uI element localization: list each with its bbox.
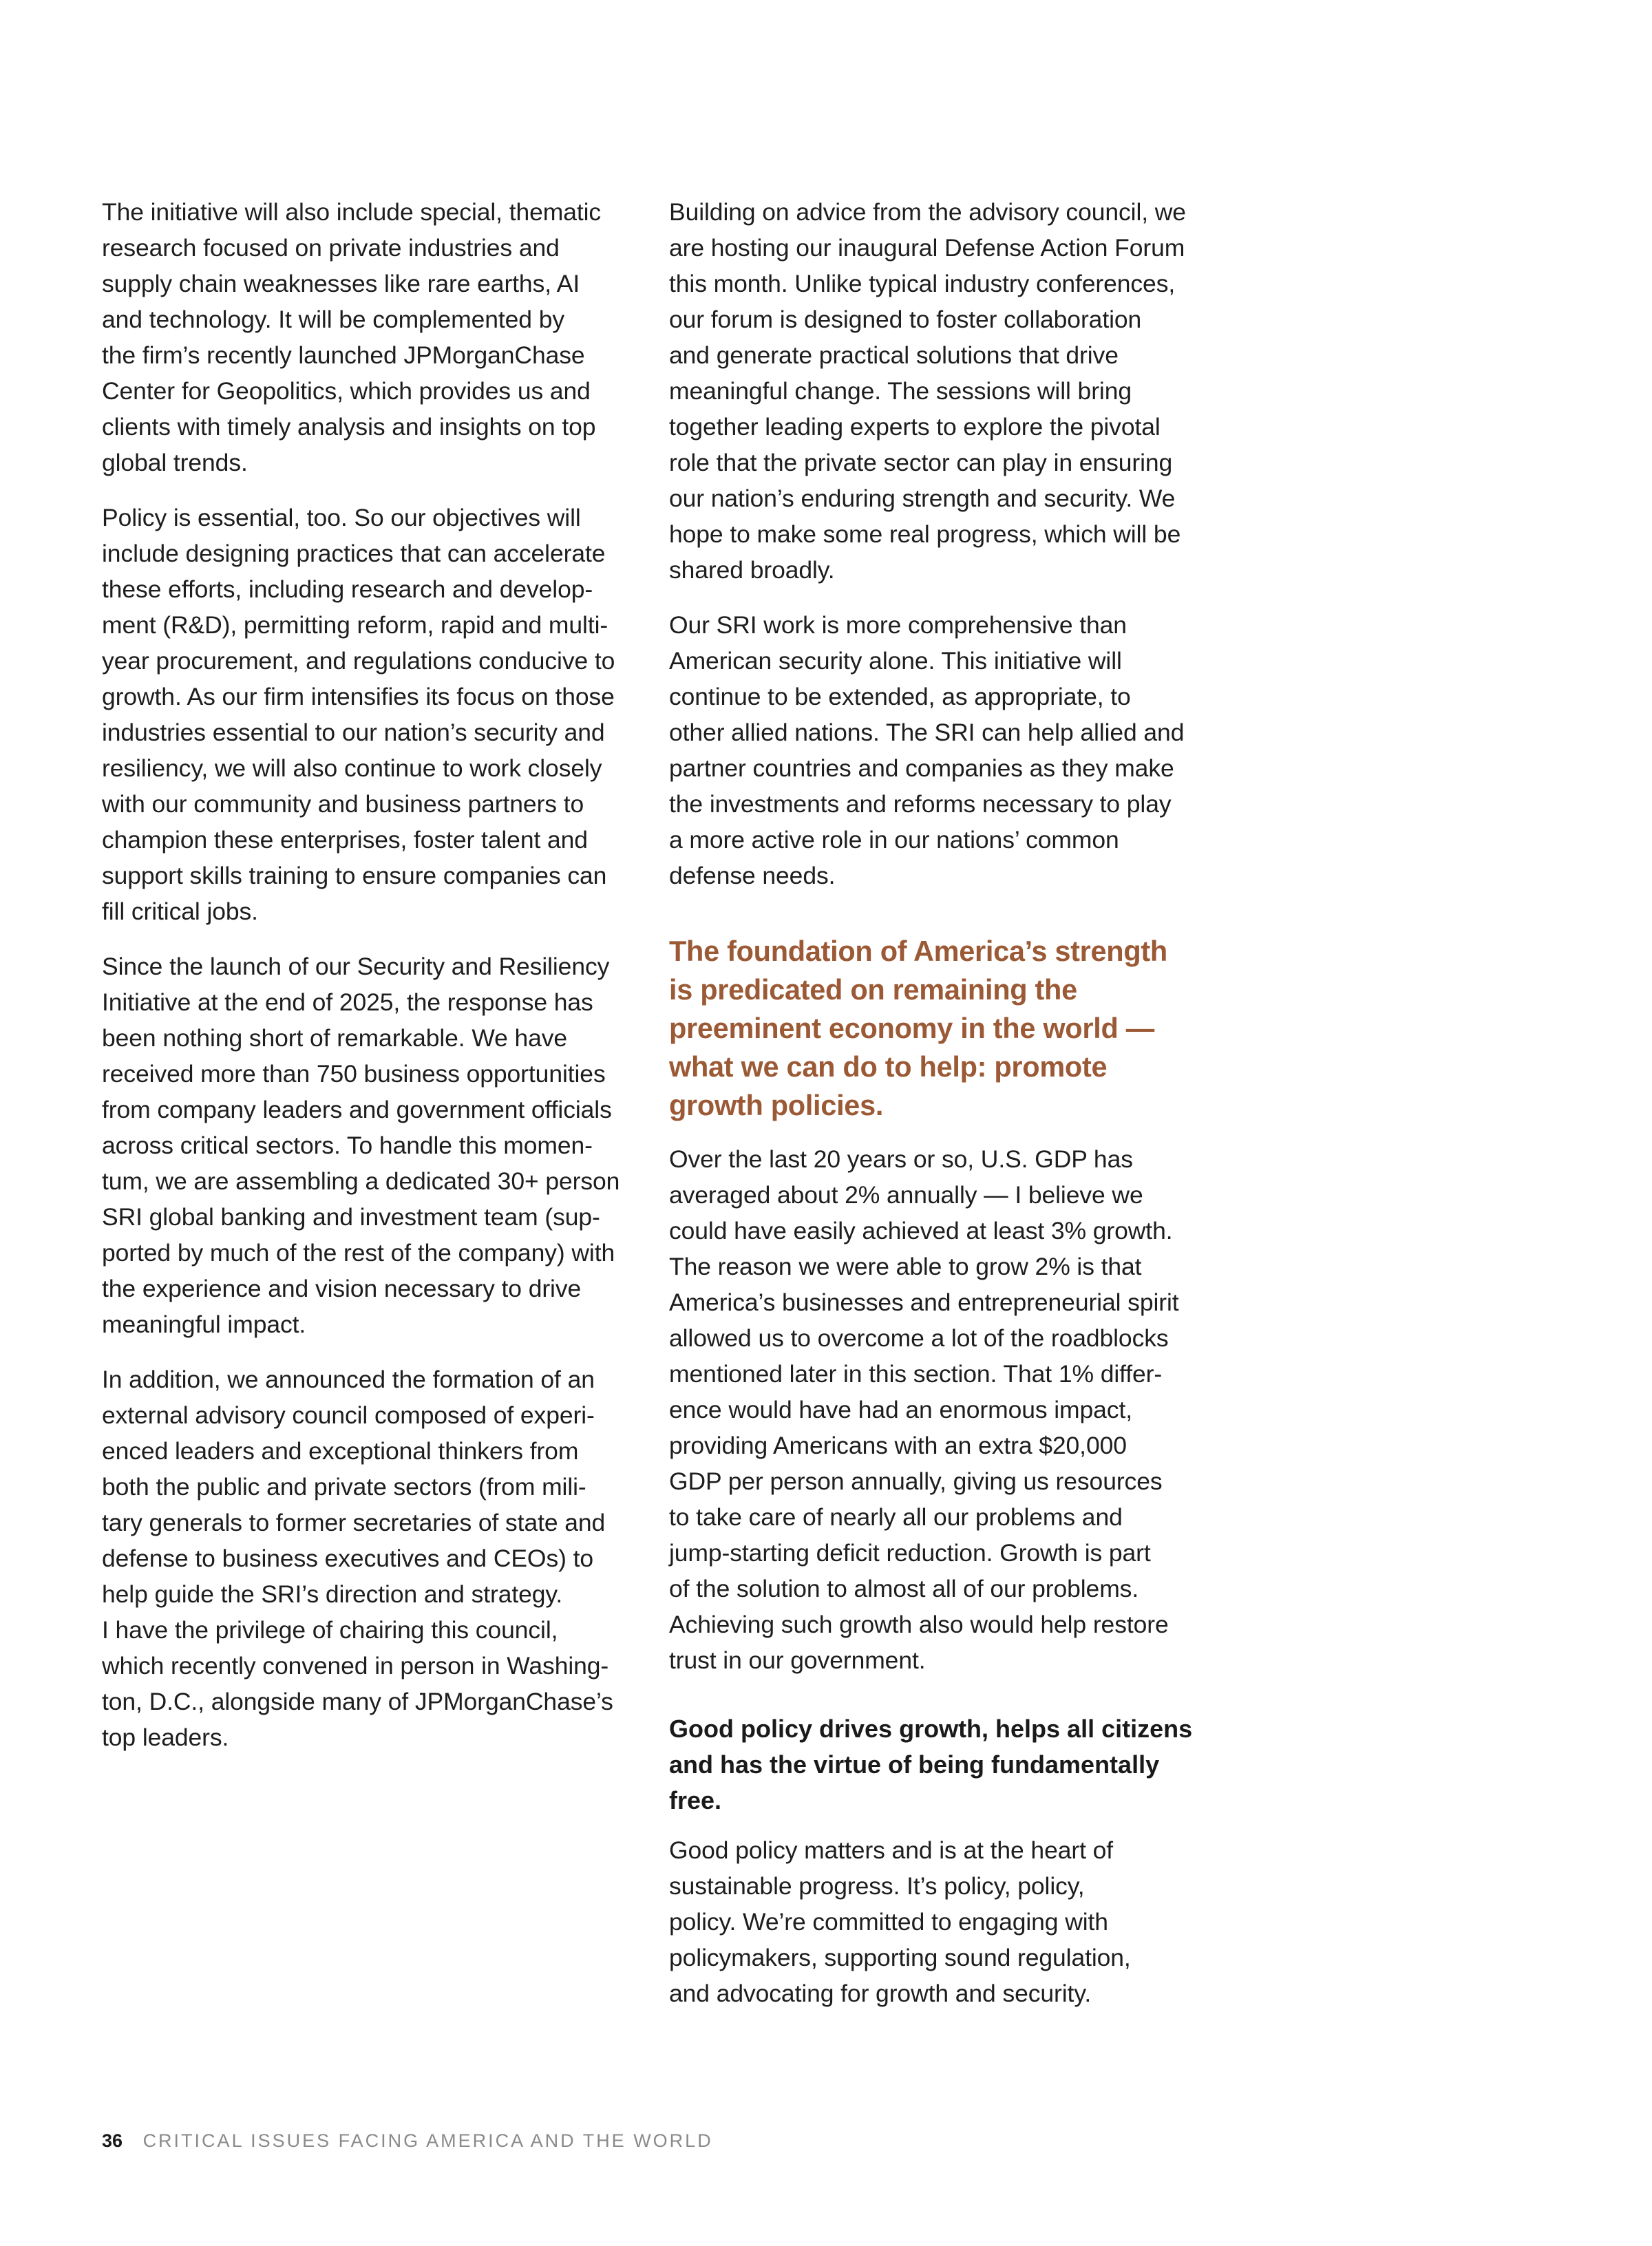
text-line: the experience and vision necessary to drive [102, 1275, 582, 1302]
text-line: are hosting our inaugural Defense Action Forum [669, 234, 1185, 262]
text-line: our nation’s enduring strength and security. We [669, 485, 1176, 512]
body-paragraph [669, 1141, 1213, 1678]
text-line: SRI global banking and investment team (sup- [102, 1203, 600, 1231]
text-line: ence would have had an enormous impact, [669, 1396, 1132, 1423]
text-line: Initiative at the end of 2025, the response has [102, 988, 593, 1016]
text-line: Over the last 20 years or so, U.S. GDP has [669, 1145, 1133, 1173]
text-line: to take care of nearly all our problems and [669, 1503, 1123, 1531]
text-line: external advisory council composed of experi- [102, 1401, 595, 1429]
text-line: Building on advice from the advisory council, we [669, 198, 1186, 226]
text-line: sustainable progress. It’s policy, policy, [669, 1872, 1085, 1900]
text-line: growth. As our firm intensifies its focus on those [102, 683, 615, 710]
text-line: policymakers, supporting sound regulation, [669, 1944, 1131, 1971]
body-paragraph [102, 500, 646, 929]
text-line: mentioned later in this section. That 1% differ- [669, 1360, 1163, 1388]
text-line: allowed us to overcome a lot of the roadblocks [669, 1324, 1169, 1352]
page-number: 36 [102, 2130, 123, 2151]
text-line: our forum is designed to foster collaboration [669, 306, 1142, 333]
text-line: policy. We’re committed to engaging with [669, 1908, 1108, 1936]
text-line: Center for Geopolitics, which provides us and [102, 377, 591, 405]
left-column [102, 194, 646, 1774]
text-line: ton, D.C., alongside many of JPMorganChase’s [102, 1688, 613, 1715]
text-line: year procurement, and regulations conducive to [102, 647, 615, 675]
text-line: meaningful impact. [102, 1311, 306, 1338]
text-line: GDP per person annually, giving us resources [669, 1468, 1163, 1495]
text-line: providing Americans with an extra $20,000 [669, 1432, 1127, 1459]
text-line: tum, we are assembling a dedicated 30+ person [102, 1167, 620, 1195]
text-line: and technology. It will be complemented by [102, 306, 564, 333]
footer-section-title: CRITICAL ISSUES FACING AMERICA AND THE WORLD [142, 2130, 713, 2151]
text-line: role that the private sector can play in ensuring [669, 449, 1173, 476]
text-line: free. [669, 1786, 722, 1814]
text-line: In addition, we announced the formation of an [102, 1366, 595, 1393]
text-line: America’s businesses and entrepreneurial spirit [669, 1289, 1179, 1316]
body-paragraph [669, 1832, 1213, 2011]
text-line: received more than 750 business opportunities [102, 1060, 606, 1088]
text-line: could have easily achieved at least 3% growth. [669, 1217, 1173, 1244]
text-line: ment (R&D), permitting reform, rapid and multi- [102, 611, 608, 639]
text-line: of the solution to almost all of our problems. [669, 1575, 1139, 1602]
subheading [669, 1711, 1213, 1819]
text-line: supply chain weaknesses like rare earths, AI [102, 270, 580, 297]
text-line: Good policy drives growth, helps all citizens [669, 1715, 1193, 1743]
text-line: with our community and business partners to [102, 790, 584, 818]
text-line: which recently convened in person in Washing- [102, 1652, 609, 1680]
text-line: American security alone. This initiative will [669, 647, 1122, 675]
text-line: Good policy matters and is at the heart of [669, 1836, 1114, 1864]
text-line: enced leaders and exceptional thinkers from [102, 1437, 579, 1465]
text-line: both the public and private sectors (from mili- [102, 1473, 586, 1501]
body-paragraph [102, 194, 646, 480]
text-line: research focused on private industries and [102, 234, 560, 262]
text-line: from company leaders and government officials [102, 1096, 612, 1123]
text-line: tary generals to former secretaries of state and [102, 1509, 606, 1536]
text-line: jump-starting deficit reduction. Growth is part [669, 1539, 1151, 1567]
text-line: support skills training to ensure companies can [102, 862, 607, 889]
text-line: resiliency, we will also continue to work closely [102, 754, 602, 782]
text-line: averaged about 2% annually — I believe we [669, 1181, 1143, 1209]
body-paragraph [102, 1362, 646, 1755]
text-line: a more active role in our nations’ common [669, 826, 1119, 854]
text-line: Achieving such growth also would help restore [669, 1611, 1169, 1638]
text-line: these efforts, including research and develop- [102, 575, 593, 603]
right-column [669, 194, 1213, 2031]
body-paragraph [669, 607, 1213, 893]
text-line: what we can do to help: promote [669, 1050, 1108, 1083]
section-heading [669, 932, 1213, 1125]
text-line: partner countries and companies as they make [669, 754, 1174, 782]
body-paragraph [102, 949, 646, 1342]
body-paragraph [669, 194, 1213, 588]
text-line: clients with timely analysis and insights on top [102, 413, 596, 441]
text-line: preeminent economy in the world — [669, 1012, 1154, 1044]
text-line: the investments and reforms necessary to play [669, 790, 1172, 818]
text-line: defense to business executives and CEOs) to [102, 1545, 593, 1572]
text-line: been nothing short of remarkable. We have [102, 1024, 568, 1052]
text-line: include designing practices that can accelerate [102, 540, 606, 567]
text-line: Policy is essential, too. So our objectives will [102, 504, 581, 531]
text-line: The reason we were able to grow 2% is that [669, 1253, 1142, 1280]
text-line: champion these enterprises, foster talent and [102, 826, 588, 854]
text-line: top leaders. [102, 1724, 229, 1751]
text-line: The initiative will also include special, thematic [102, 198, 602, 226]
text-line: is predicated on remaining the [669, 973, 1077, 1006]
text-line: hope to make some real progress, which will be [669, 520, 1181, 548]
text-line: fill critical jobs. [102, 898, 258, 925]
text-line: The foundation of America’s strength [669, 935, 1167, 967]
text-line: defense needs. [669, 862, 836, 889]
text-line: ported by much of the rest of the company) with [102, 1239, 615, 1267]
text-line: meaningful change. The sessions will bring [669, 377, 1132, 405]
text-line: other allied nations. The SRI can help allied and [669, 719, 1185, 746]
text-line: global trends. [102, 449, 248, 476]
text-line: continue to be extended, as appropriate, to [669, 683, 1131, 710]
page-footer [102, 2128, 713, 2153]
text-line: the firm’s recently launched JPMorganChase [102, 341, 585, 369]
text-line: Our SRI work is more comprehensive than [669, 611, 1127, 639]
text-line: industries essential to our nation’s security and [102, 719, 605, 746]
text-line: and advocating for growth and security. [669, 1980, 1092, 2007]
text-line: and has the virtue of being fundamentally [669, 1750, 1160, 1779]
text-line: across critical sectors. To handle this momen- [102, 1132, 593, 1159]
text-line: trust in our government. [669, 1646, 926, 1674]
text-line: this month. Unlike typical industry conferences, [669, 270, 1176, 297]
text-line: growth policies. [669, 1089, 884, 1121]
text-line: together leading experts to explore the pivotal [669, 413, 1161, 441]
text-line: and generate practical solutions that drive [669, 341, 1119, 369]
text-line: shared broadly. [669, 556, 835, 584]
text-line: I have the privilege of chairing this council, [102, 1616, 558, 1644]
text-line: help guide the SRI’s direction and strategy. [102, 1580, 563, 1608]
text-line: Since the launch of our Security and Resiliency [102, 953, 610, 980]
